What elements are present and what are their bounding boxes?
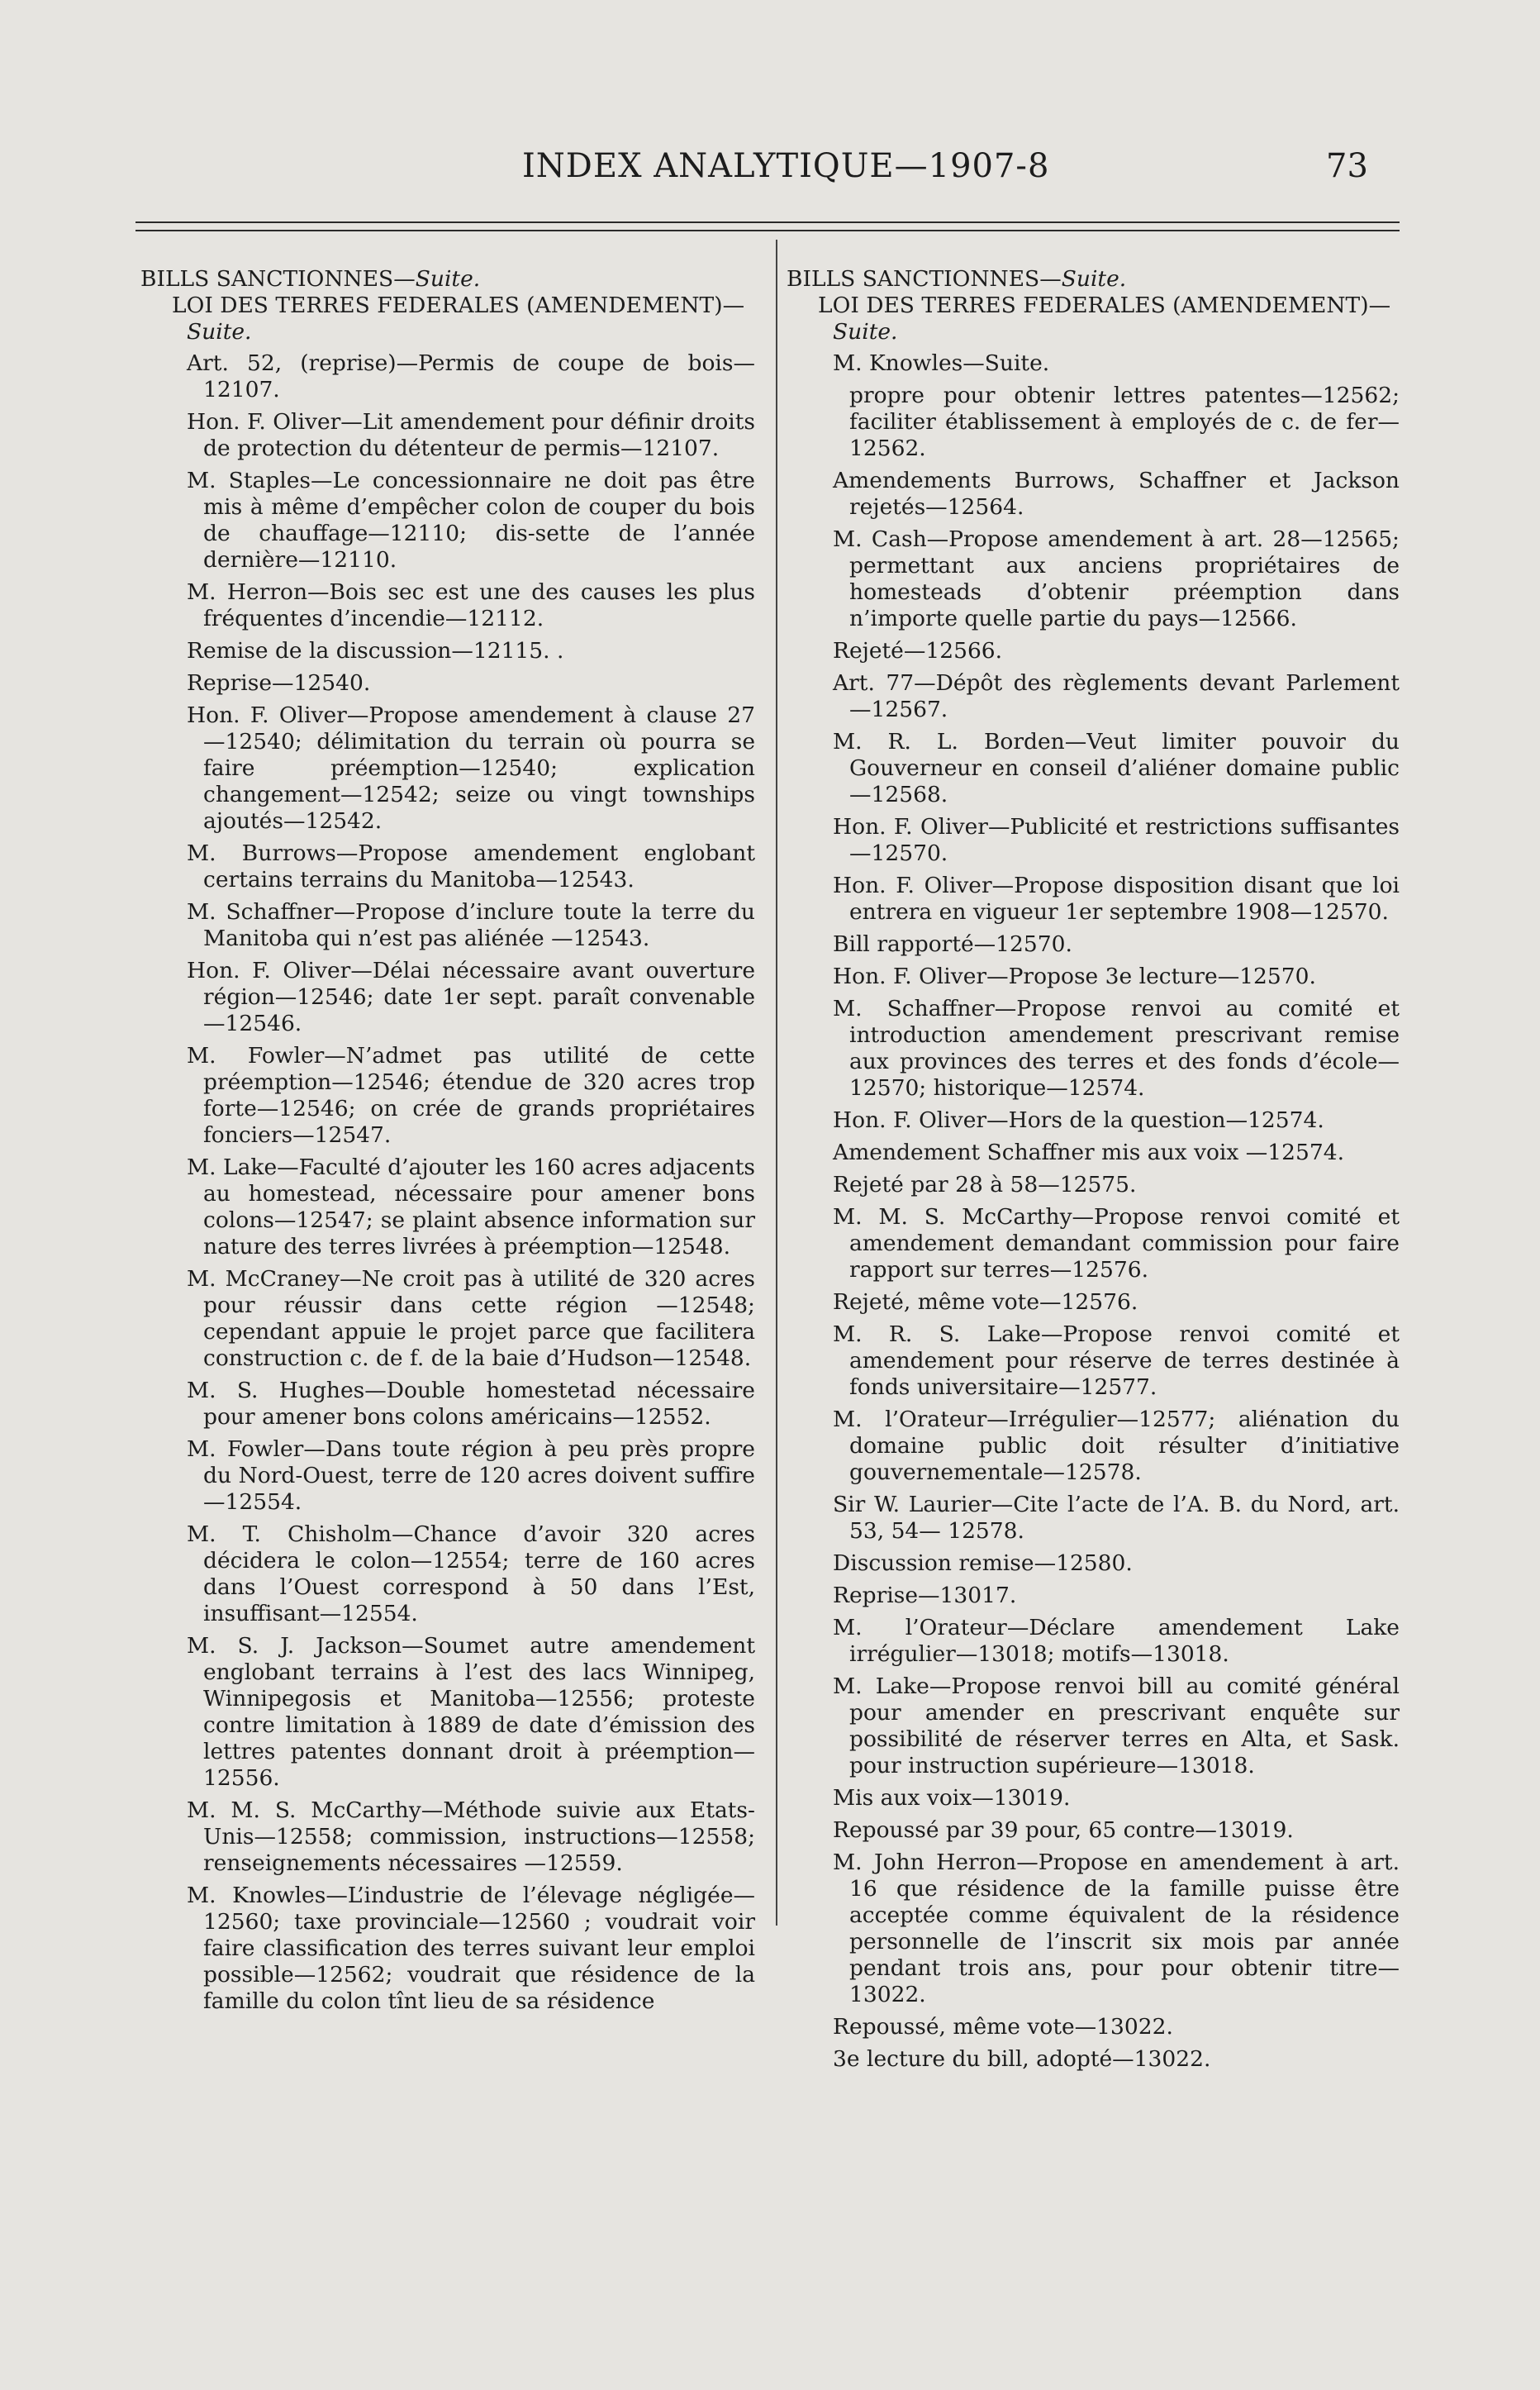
index-entry: M. Burrows—Propose amendement englobant certains terrains du Manitoba—12543. xyxy=(187,840,755,893)
index-entry: Amendement Schaffner mis aux voix —12574. xyxy=(833,1140,1344,1165)
subsection-heading-suite: Suite. xyxy=(833,319,898,345)
index-entry: M. M. S. McCarthy—Propose renvoi comité et amendement demandant commission pour faire rapport sur terres—12576. xyxy=(833,1204,1400,1283)
section-heading-text: BILLS SANCTIONNES— xyxy=(140,266,416,292)
index-entry: Bill rapporté—12570. xyxy=(833,931,1072,957)
section-heading-suite: Suite. xyxy=(1061,266,1127,292)
index-entry: Remise de la discussion—12115. . xyxy=(187,638,564,664)
header-rule-bottom xyxy=(135,230,1400,231)
right-column xyxy=(787,266,1400,2078)
index-entry: M. l’Orateur—Irrégulier—12577; aliénation du domaine public doit résulter d’initiative gouvernementale—12578. xyxy=(833,1407,1400,1485)
index-entry: M. Schaffner—Propose renvoi au comité et introduction amendement prescrivant remise aux provinces des terres et des fonds d’école—12570; historique—12574. xyxy=(833,996,1400,1101)
index-entry: Art. 77—Dépôt des règlements devant Parlement—12567. xyxy=(833,670,1400,722)
index-entry: Reprise—12540. xyxy=(187,670,371,696)
index-entry: M. Knowles—L’industrie de l’élevage négligée—12560; taxe provinciale—12560 ; voudrait voir faire classification des terres suivant leur emploi possible—12562; voudrait que résidence de la famille du colon tînt lieu de sa résidence xyxy=(187,1883,755,2014)
index-entry: M. Staples—Le concessionnaire ne doit pas être mis à même d’empêcher colon de couper du bois de chauffage—12110; dis-sette de l’année dernière—12110. xyxy=(187,468,755,573)
index-entry: Rejeté par 28 à 58—12575. xyxy=(833,1172,1137,1197)
index-entry: M. l’Orateur—Déclare amendement Lake irrégulier—13018; motifs—13018. xyxy=(833,1615,1400,1667)
index-entry: M. Herron—Bois sec est une des causes les plus fréquentes d’incendie—12112. xyxy=(187,579,755,631)
index-entry: M. Fowler—N’admet pas utilité de cette préemption—12546; étendue de 320 acres trop forte—12546; on crée de grands propriétaires fonciers—12547. xyxy=(187,1043,755,1148)
index-entry: 3e lecture du bill, adopté—13022. xyxy=(833,2046,1211,2072)
index-entry: Sir W. Laurier—Cite l’acte de l’A. B. du Nord, art. 53, 54— 12578. xyxy=(833,1492,1400,1544)
page-number: 73 xyxy=(1326,147,1368,185)
index-entry: M. Lake—Propose renvoi bill au comité général pour amender en prescrivant enquête sur possibilité de réserver terres en Alta, et Sask. pour instruction supérieure—13018. xyxy=(833,1673,1400,1778)
index-entry: M. McCraney—Ne croit pas à utilité de 320 acres pour réussir dans cette région —12548; cependant appuie le projet parce que facilitera construction c. de f. de la baie d’Hudson—12548. xyxy=(187,1266,755,1371)
index-entry: Rejeté—12566. xyxy=(833,638,1003,664)
header-rule-top xyxy=(135,221,1400,223)
index-entry: Rejeté, même vote—12576. xyxy=(833,1289,1138,1315)
index-entry: M. Schaffner—Propose d’inclure toute la terre du Manitoba qui n’est pas aliénée —12543. xyxy=(187,899,755,951)
index-entry: M. Cash—Propose amendement à art. 28—12565; permettant aux anciens propriétaires de homesteads d’obtenir préemption dans n’importe quelle partie du pays—12566. xyxy=(833,526,1400,631)
index-entry-continuation: propre pour obtenir lettres patentes—12562; faciliter établissement à employés de c. de fer—12562. xyxy=(849,383,1400,461)
section-heading-text: BILLS SANCTIONNES— xyxy=(787,266,1062,292)
index-entry: Hon. F. Oliver—Lit amendement pour définir droits de protection du détenteur de permis—12107. xyxy=(187,409,755,461)
index-entry: M. T. Chisholm—Chance d’avoir 320 acres décidera le colon—12554; terre de 160 acres dans l’Ouest correspond à 50 dans l’Est, insuffisant—12554. xyxy=(187,1521,755,1626)
index-entry: M. S. J. Jackson—Soumet autre amendement englobant terrains à l’est des lacs Winnipeg, Winnipegosis et Manitoba—12556; proteste contre limitation à 1889 de date d’émission des lettres patentes donnant droit à préemption—12556. xyxy=(187,1633,755,1791)
subsection-heading xyxy=(818,293,1400,345)
index-entry: Discussion remise—12580. xyxy=(833,1550,1133,1576)
index-entry: Hon. F. Oliver—Propose disposition disant que loi entrera en vigueur 1er septembre 1908—12570. xyxy=(833,873,1400,925)
index-entry: M. R. L. Borden—Veut limiter pouvoir du Gouverneur en conseil d’aliéner domaine public—12568. xyxy=(833,729,1400,807)
section-heading xyxy=(140,266,755,293)
subsection-heading-text: LOI DES TERRES FEDERALES (AMENDEMENT)— xyxy=(818,293,1391,318)
index-entry: M. Knowles—Suite. xyxy=(833,350,1050,376)
section-heading-suite: Suite. xyxy=(415,266,481,292)
index-entry: Repoussé par 39 pour, 65 contre—13019. xyxy=(833,1817,1294,1843)
index-entry: Hon. F. Oliver—Hors de la question—12574. xyxy=(833,1107,1324,1133)
index-entry: Amendements Burrows, Schaffner et Jackson rejetés—12564. xyxy=(833,468,1400,520)
index-entry: M. R. S. Lake—Propose renvoi comité et amendement pour réserve de terres destinée à fonds universitaire—12577. xyxy=(833,1321,1400,1400)
index-entry: M. Lake—Faculté d’ajouter les 160 acres adjacents au homestead, nécessaire pour amener bons colons—12547; se plaint absence information sur nature des terres livrées à préemption—12548. xyxy=(187,1155,755,1259)
index-entry: Repoussé, même vote—13022. xyxy=(833,2014,1173,2040)
index-entry: Hon. F. Oliver—Propose 3e lecture—12570. xyxy=(833,964,1316,989)
page-title: INDEX ANALYTIQUE—1907-8 xyxy=(522,147,1050,185)
subsection-heading-suite: Suite. xyxy=(187,319,252,345)
subsection-heading-text: LOI DES TERRES FEDERALES (AMENDEMENT)— xyxy=(172,293,745,318)
index-entry: Hon. F. Oliver—Propose amendement à clause 27—12540; délimitation du terrain où pourra se faire préemption—12540; explication changement—12542; seize ou vingt townships ajoutés—12542. xyxy=(187,702,755,834)
index-entry: Hon. F. Oliver—Délai nécessaire avant ouverture région—12546; date 1er sept. paraît convenable—12546. xyxy=(187,958,755,1036)
column-divider xyxy=(776,240,777,1926)
index-entry: M. S. Hughes—Double homestetad nécessaire pour amener bons colons américains—12552. xyxy=(187,1378,755,1430)
index-entry: Reprise—13017. xyxy=(833,1583,1017,1608)
index-entry: Art. 52, (reprise)—Permis de coupe de bois—12107. xyxy=(187,350,755,402)
index-entry: Hon. F. Oliver—Publicité et restrictions suffisantes—12570. xyxy=(833,814,1400,866)
index-entry: M. Fowler—Dans toute région à peu près propre du Nord-Ouest, terre de 120 acres doivent suffire—12554. xyxy=(187,1436,755,1515)
section-heading xyxy=(787,266,1400,293)
index-entry: Mis aux voix—13019. xyxy=(833,1785,1071,1811)
subsection-heading xyxy=(172,293,755,345)
index-entry: M. John Herron—Propose en amendement à art. 16 que résidence de la famille puisse être acceptée comme équivalent de la résidence personnelle de l’inscrit six mois par année pendant trois ans, pour pour obtenir titre—13022. xyxy=(833,1850,1400,2007)
index-entry: M. M. S. McCarthy—Méthode suivie aux Etats-Unis—12558; commission, instructions—12558; renseignements nécessaires —12559. xyxy=(187,1797,755,1876)
running-header xyxy=(0,147,1540,197)
left-column xyxy=(140,266,755,2021)
